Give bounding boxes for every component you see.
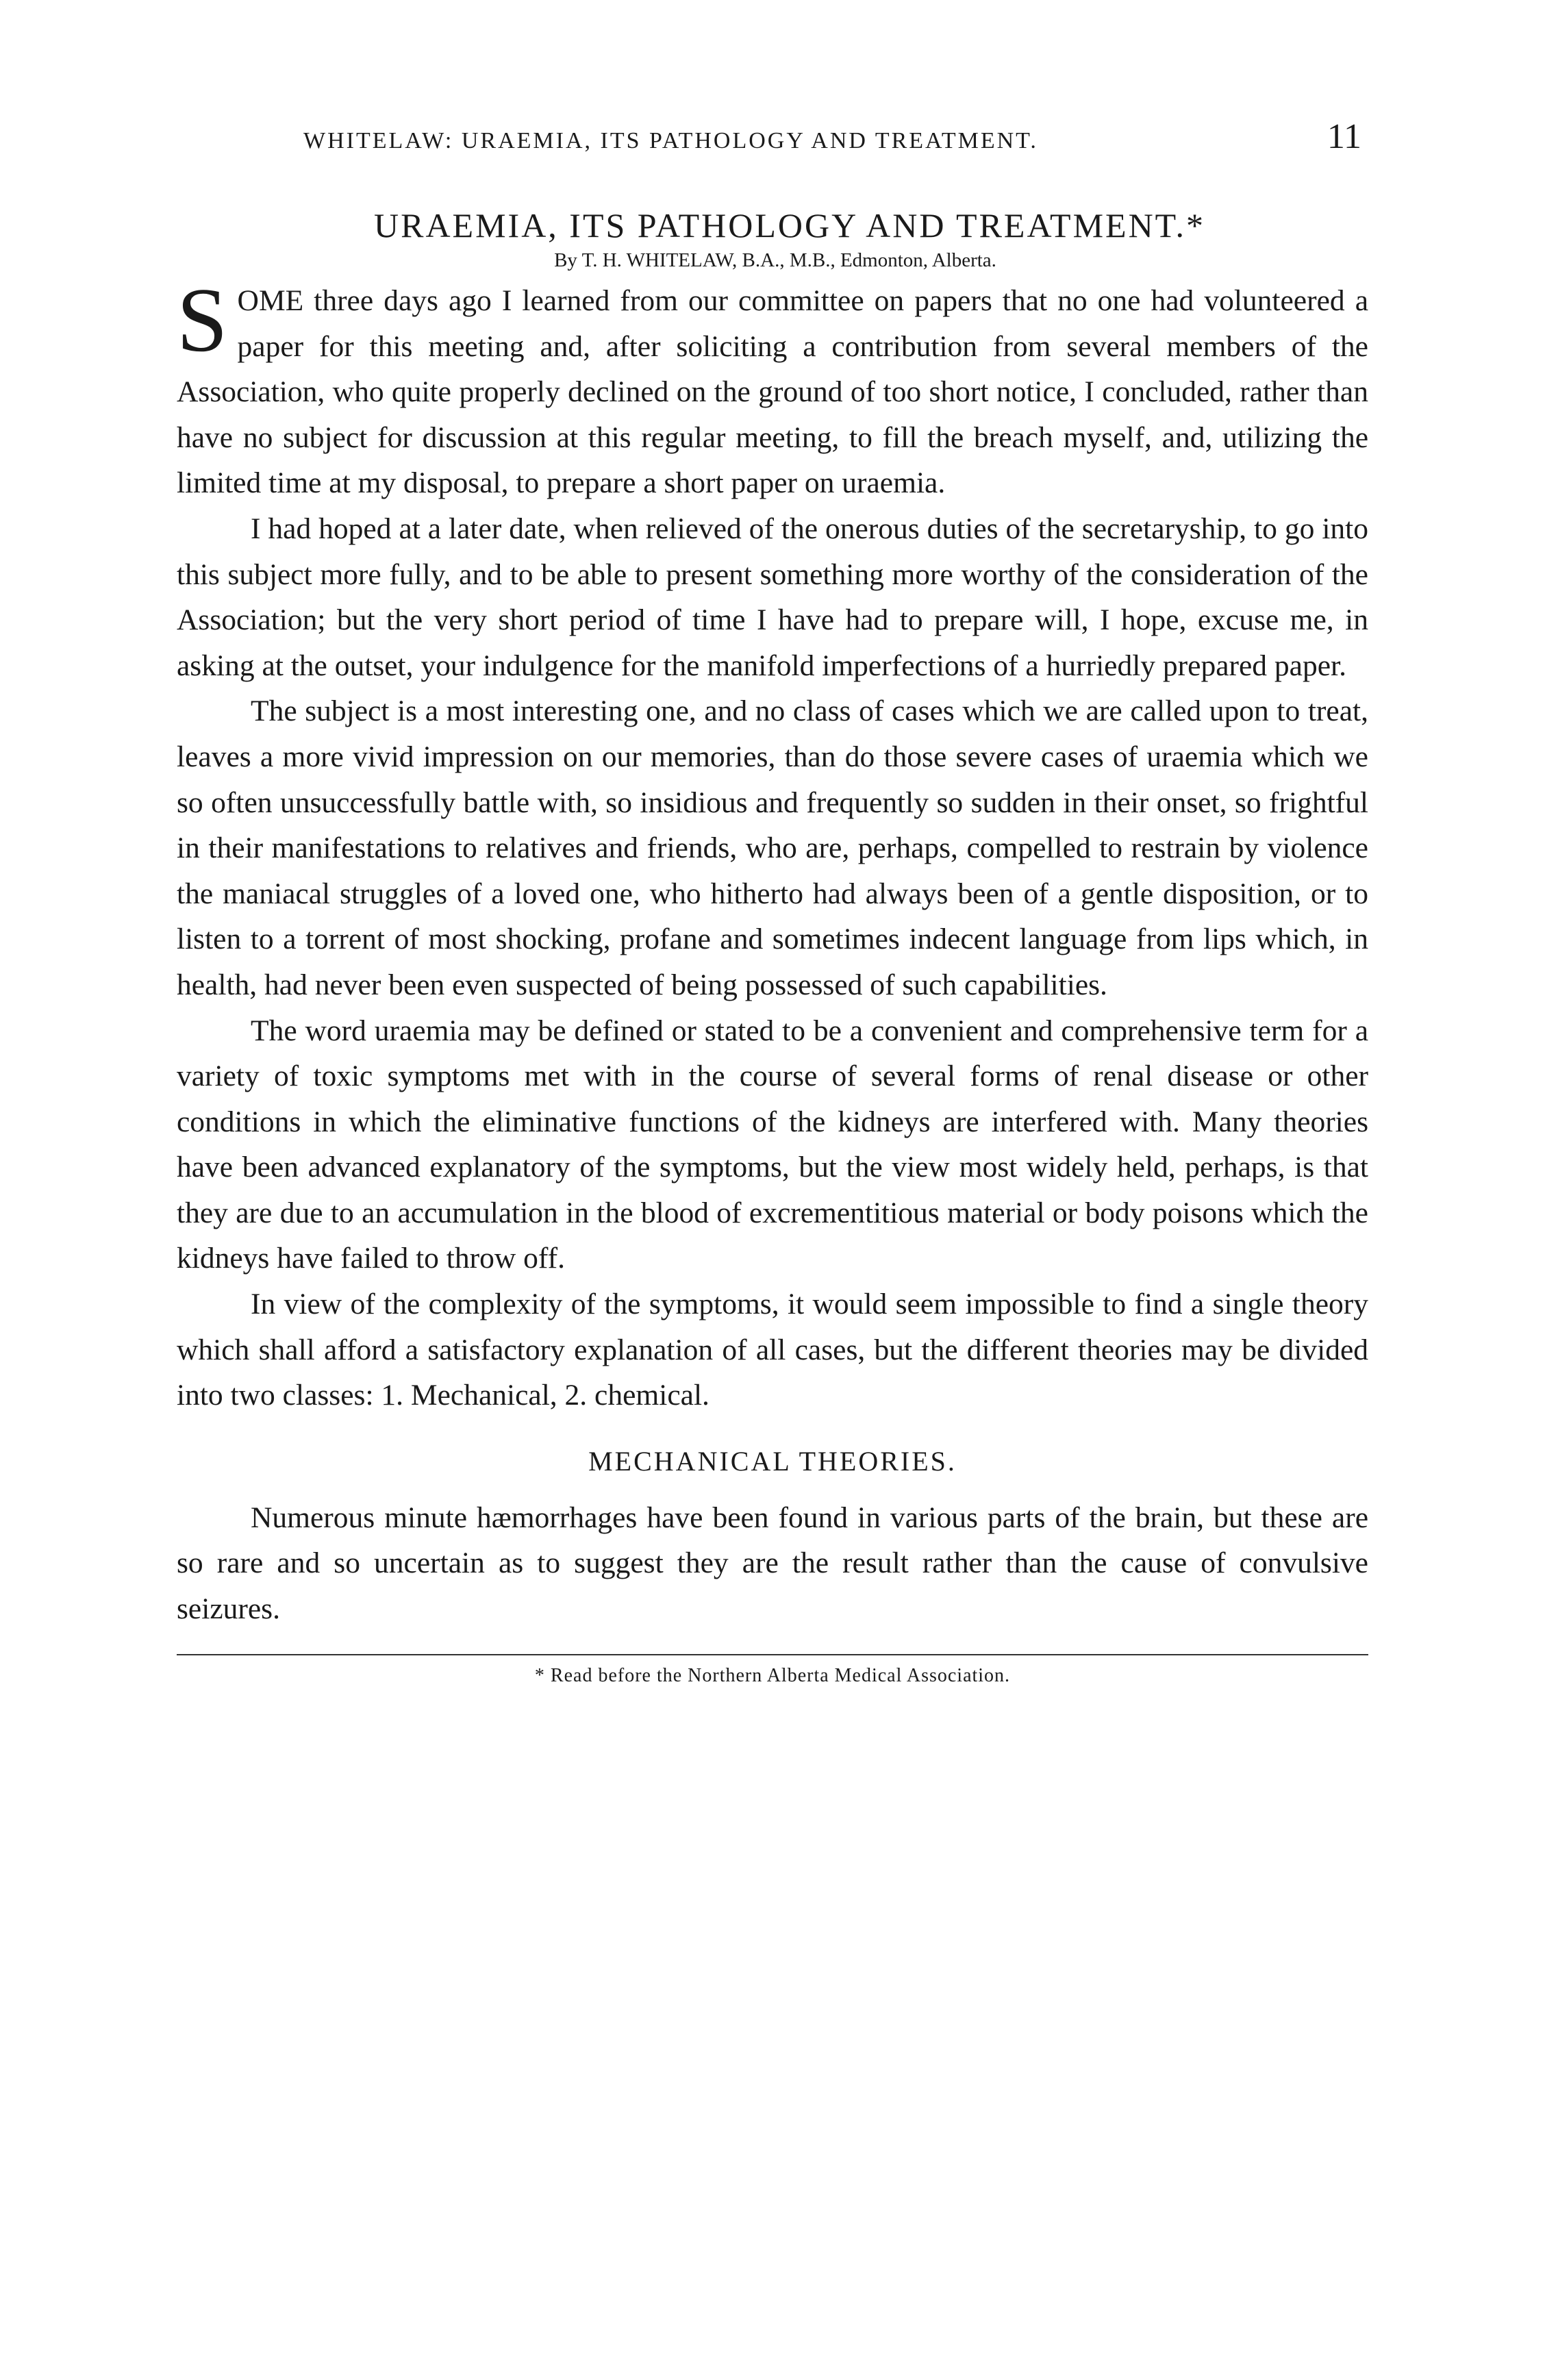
paragraph-6: Numerous minute hæmorrhages have been found in various parts of the brain, but these are so rare and so uncertain as to suggest they are the result rather than the cause of convulsive seizures. bbox=[177, 1501, 1368, 1626]
section-heading: MECHANICAL THEORIES. bbox=[588, 1445, 957, 1477]
paragraph-1-text: OME three days ago I learned from our committee on papers that no one had volunteered a paper for this meeting and, after soliciting a contribution from several members of the Association, who quite properly declined on the ground of too short notice, I concluded, rather than have no subject for discussion at this regular meeting, to fill the breach myself, and, utilizing the limited time at my disposal, to prepare a short paper on uraemia. bbox=[177, 284, 1368, 500]
paragraph-5: In view of the complexity of the symptoms, it would seem impossible to find a single theory which shall afford a satisfactory explanation of all cases, but the different theories may be divided into two classes: 1. Mechanical, 2. chemical. bbox=[177, 1288, 1368, 1412]
footnote: * Read before the Northern Alberta Medical Association. bbox=[534, 1664, 1011, 1686]
paragraph-2: I had hoped at a later date, when relieved of the onerous duties of the secretaryship, to go into this subject more fully, and to be able to present something more worthy of the consideration of the Association; but the very short period of time I have had to prepare will, I hope, excuse me, in asking at the outset, your indulgence for the manifold imperfections of a hurriedly prepared paper. bbox=[177, 512, 1368, 682]
paragraph-4: The word uraemia may be defined or stated to be a convenient and comprehensive term for a variety of toxic symptoms met with in the course of several forms of renal disease or other conditions in which the eliminative functions of the kidneys are interfered with. Many theories have been advanced explanatory of the symptoms, but the view most widely held, perhaps, is that they are due to an accumulation in the blood of excrementitious material or body poisons which the kidneys have failed to throw off. bbox=[177, 1014, 1368, 1275]
paragraph-3: The subject is a most interesting one, and no class of cases which we are called upon to treat, leaves a more vivid impression on our memories, than do those severe cases of uraemia which we so often unsuccessfully battle with, so insidious and frequently so sudden in their onset, so frightful in their manifestations to relatives and friends, who are, perhaps, compelled to restrain by violence the maniacal struggles of a loved one, who hitherto had always been of a gentle disposition, or to listen to a torrent of most shocking, profane and sometimes indecent language from lips which, in health, had never been even suspected of being possessed of such capabilities. bbox=[177, 694, 1368, 1001]
footnote-divider bbox=[177, 1654, 1368, 1655]
article-title: URAEMIA, ITS PATHOLOGY AND TREATMENT.* bbox=[373, 206, 1206, 245]
running-header bbox=[177, 116, 1368, 178]
drop-cap: S bbox=[177, 269, 228, 371]
article-body bbox=[177, 269, 1368, 1632]
document-page bbox=[177, 116, 1368, 1687]
running-title: WHITELAW: URAEMIA, ITS PATHOLOGY AND TREATMENT. bbox=[303, 128, 1038, 153]
paragraph-1 bbox=[177, 269, 1368, 506]
page-number: 11 bbox=[1327, 117, 1361, 156]
author-byline: By T. H. WHITELAW, B.A., M.B., Edmonton, Alberta. bbox=[554, 249, 996, 271]
